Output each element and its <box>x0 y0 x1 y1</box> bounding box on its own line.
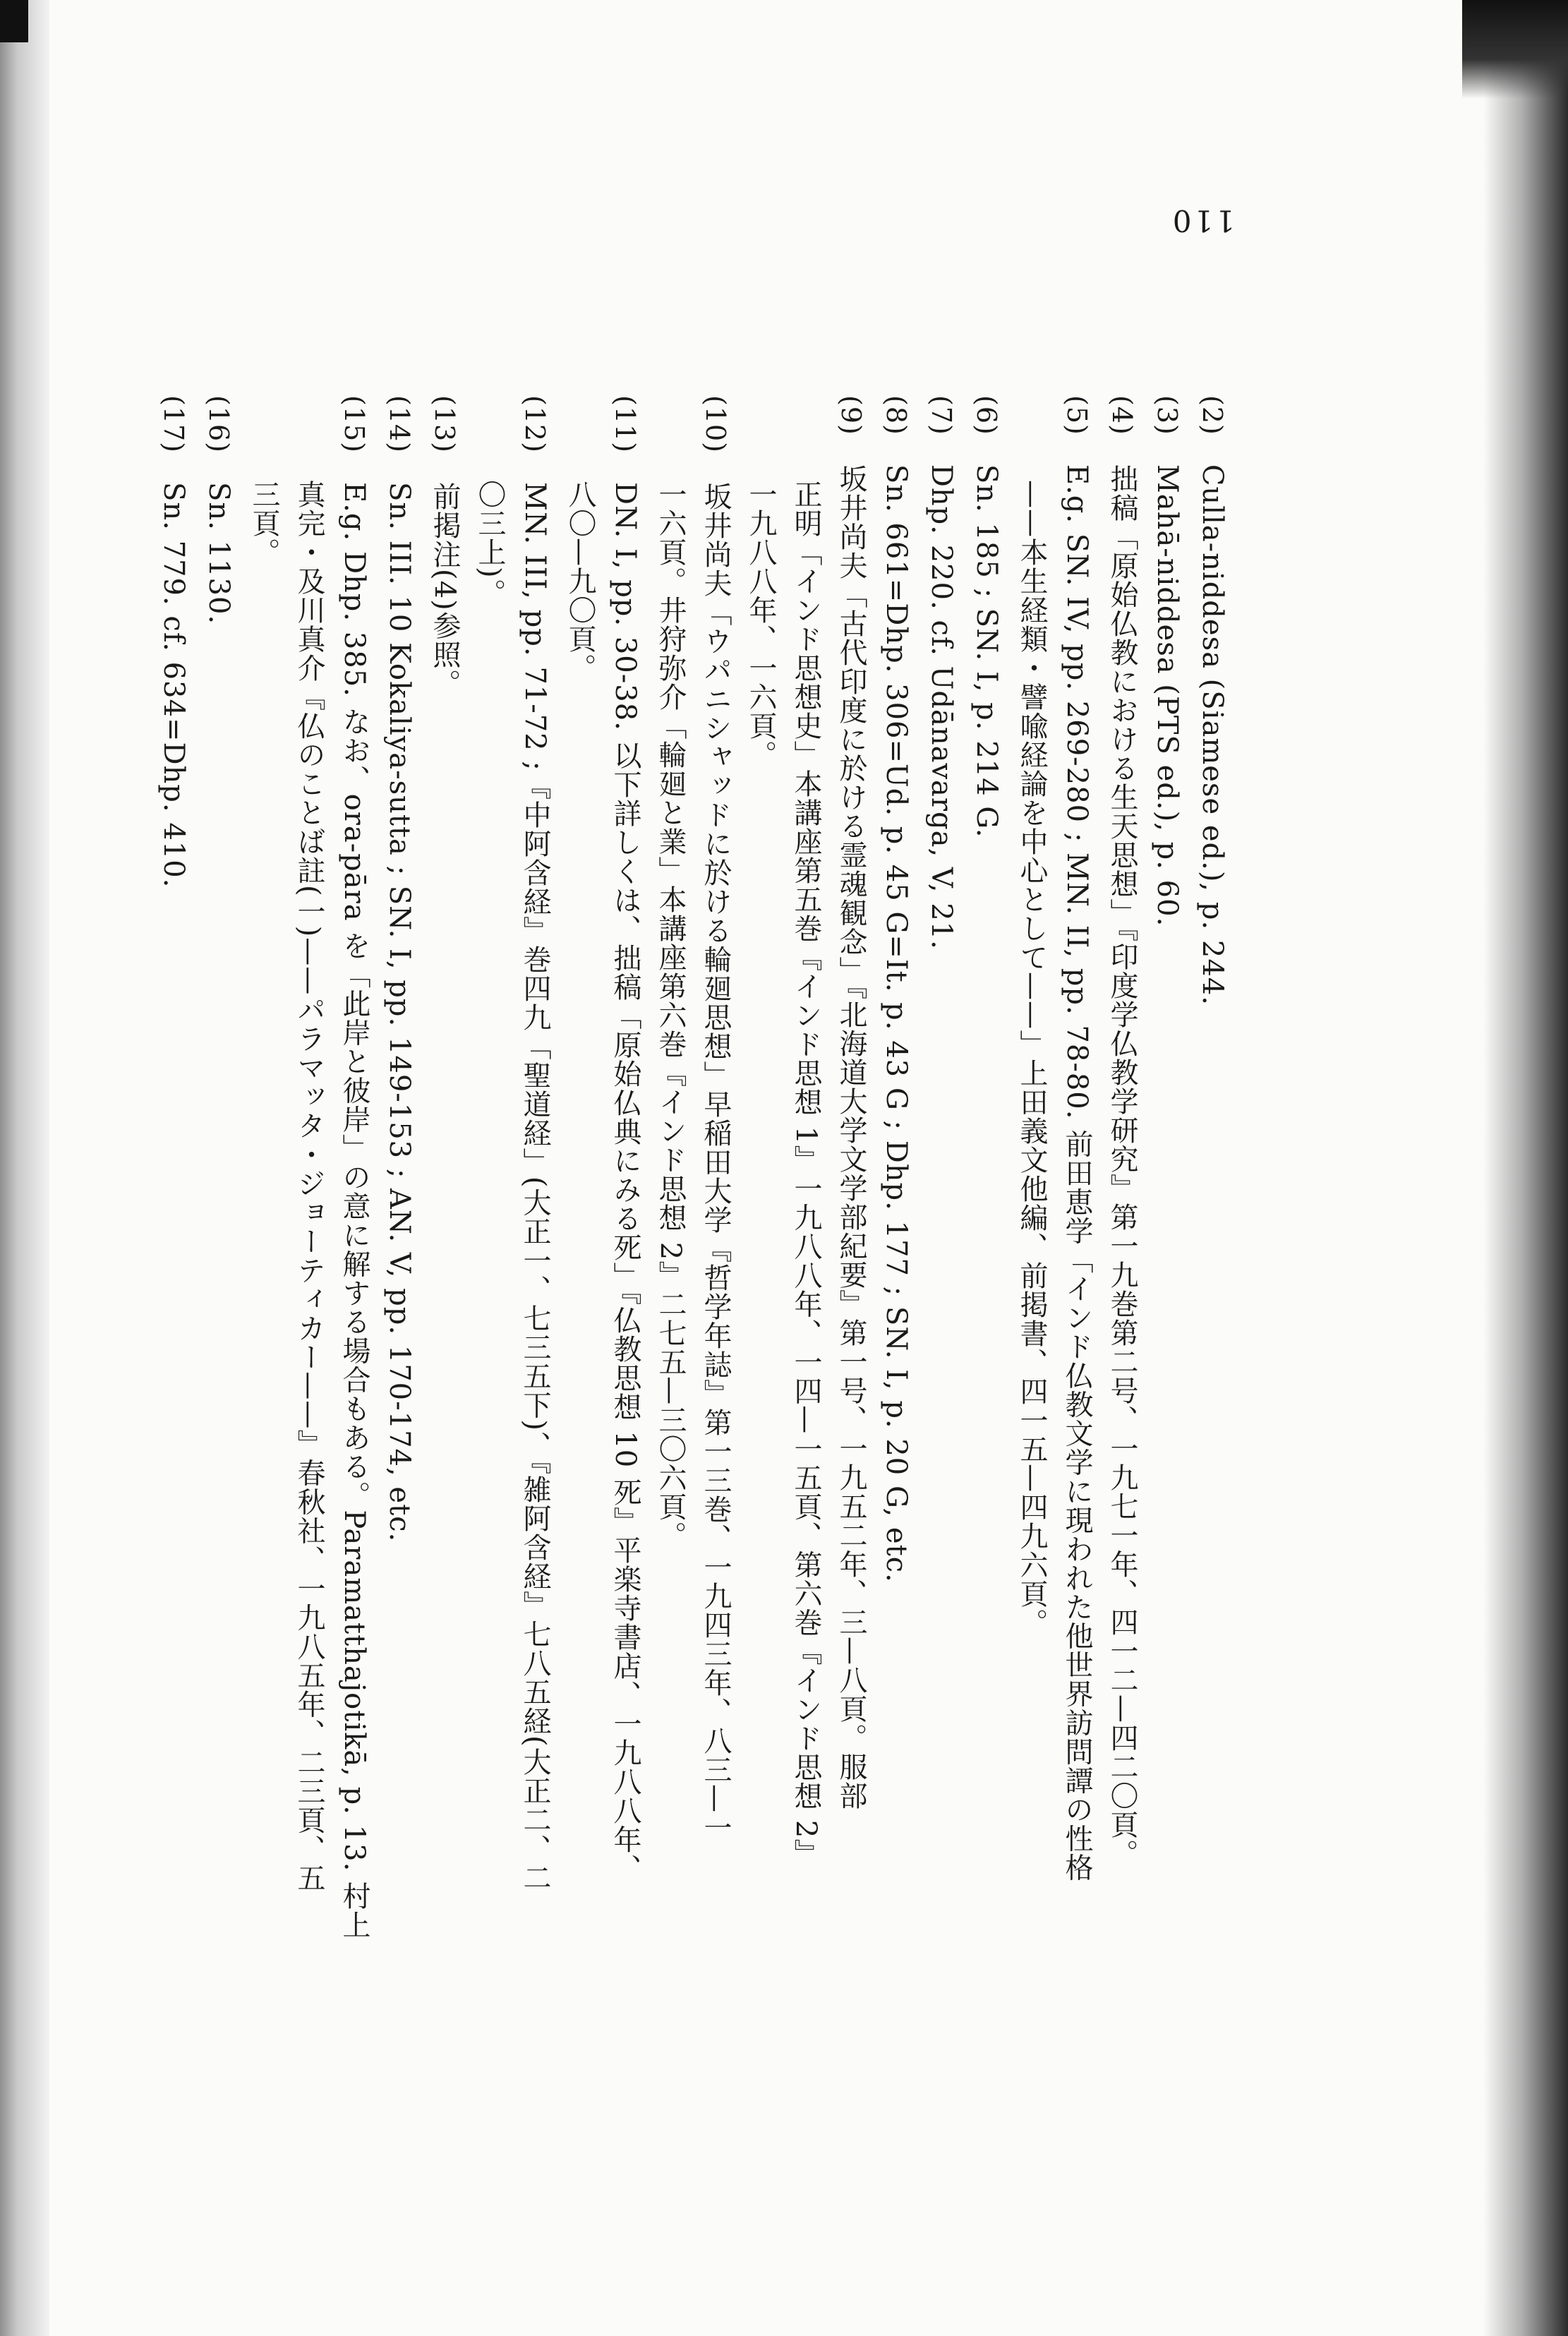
endnote-number: (5) <box>1061 395 1092 435</box>
endnote-text: 〇三上)。 <box>474 480 506 608</box>
endnote-number: (11) <box>610 395 641 454</box>
endnote <box>377 395 422 2089</box>
endnote <box>874 395 919 2089</box>
endnote-number: (16) <box>203 395 234 454</box>
endnote <box>828 395 874 2089</box>
endnote-number: (12) <box>519 395 550 454</box>
endnote-number: (3) <box>1152 395 1183 435</box>
endnote-number: (7) <box>926 395 957 435</box>
endnote-text: 正明「インド思想史」本講座第五巻『インド思想 1』一九八八年、一四—一五頁、第六巻『インド思想 2』 <box>790 480 822 1868</box>
endnote-number: (4) <box>1106 395 1138 435</box>
endnote-number: (17) <box>158 395 189 454</box>
endnote-number: (10) <box>700 395 731 454</box>
endnote-text: E.g. SN. IV, pp. 269-280 ; MN. II, pp. 78-80. 前田恵学「インド仏教文学に現われた他世界訪問譚の性格 <box>1061 464 1093 1882</box>
endnote <box>151 395 196 2089</box>
endnote <box>1054 395 1099 2089</box>
endnotes <box>134 395 1235 2089</box>
endnote-continuation <box>557 395 603 2174</box>
endnote-continuation <box>241 395 287 2174</box>
endnote <box>1145 395 1190 2089</box>
endnote-number: (15) <box>339 395 370 454</box>
endnote-continuation <box>738 395 783 2174</box>
scan-shadow-top-right <box>1462 0 1568 99</box>
endnote <box>919 395 964 2089</box>
endnote <box>603 395 648 2089</box>
endnote-text: Culla-niddesa (Siamese ed.), p. 244. <box>1196 464 1229 1006</box>
endnote-text: 真完・及川真介『仏のことば註(一)——パラマッタ・ジョーティカー——』春秋社、一九八五年、二三頁、五 <box>293 480 325 1893</box>
endnote-text: E.g. Dhp. 385. なお、ora-pāra を「此岸と彼岸」の意に解する場合もある。Paramatthajotikā, p. 13. 村上 <box>338 482 370 1940</box>
endnote <box>693 395 738 2089</box>
endnote-text: Sn. 779. cf. 634=Dhp. 410. <box>157 482 190 889</box>
endnote-text: Sn. 185 ; SN. I, p. 214 G. <box>970 464 1003 838</box>
endnote-number: (13) <box>429 395 460 454</box>
scan-shadow-right <box>1483 0 1568 2336</box>
endnote-number: (9) <box>836 395 867 435</box>
endnote-text: Dhp. 220. cf. Udānavarga, V, 21. <box>925 464 958 950</box>
endnote-text: Mahā-niddesa (PTS ed.), p. 60. <box>1151 464 1183 927</box>
endnote <box>1099 395 1145 2089</box>
endnote-text: ——本生経類・譬喩経論を中心として——」上田義文他編、前掲書、四一五—四九六頁。 <box>1015 480 1048 1637</box>
endnote-text: DN. I, pp. 30-38. 以下詳しくは、拙稿「原始仏典にみる死」『仏教思想 10 死』平楽寺書店、一九八八年、 <box>609 482 641 1883</box>
endnote-text: Sn. III. 10 Kokaliya-sutta ; SN. I, pp. 149-153 ; AN. V, pp. 170-174, etc. <box>383 482 416 1543</box>
endnote-number: (14) <box>384 395 415 454</box>
endnote-continuation <box>648 395 693 2174</box>
endnote-number: (8) <box>881 395 912 435</box>
endnote-continuation <box>467 395 512 2174</box>
page-number: 110 <box>1169 203 1235 238</box>
endnote-text: 一六頁。井狩弥介「輪廻と業」本講座第六巻『インド思想 2』二七五—三〇六頁。 <box>654 480 687 1551</box>
endnote <box>196 395 241 2089</box>
endnote-text: 拙稿「原始仏教における生天思想」『印度学仏教学研究』第一九巻第二号、一九七一年、四一二—四二〇頁。 <box>1106 464 1138 1868</box>
endnote <box>1190 395 1235 2089</box>
endnote <box>332 395 377 2089</box>
endnote-number: (6) <box>971 395 1002 435</box>
endnote-text: 坂井尚夫「古代印度に於ける霊魂観念」『北海道大学文学部紀要』第一号、一九五二年、三—八頁。服部 <box>835 464 867 1810</box>
endnote-text: 前掲注(4)参照。 <box>428 482 461 698</box>
endnote-continuation <box>287 395 332 2174</box>
endnote-continuation <box>1009 395 1054 2174</box>
endnote-text: 八〇—九〇頁。 <box>564 480 596 682</box>
scan-shadow-corner <box>0 0 28 42</box>
endnote <box>512 395 557 2089</box>
endnote-text: 坂井尚夫「ウパニシャッドに於ける輪廻思想」早稲田大学『哲学年誌』第一三巻、一九四三年、八三—一 <box>699 482 732 1843</box>
endnote-text: MN. III, pp. 71-72 ;『中阿含経』巻四九「聖道経」(大正一、七三五下)、『雑阿含経』七八五経(大正二、二 <box>519 482 551 1892</box>
endnote-text: Sn. 661=Dhp. 306=Ud. p. 45 G=It. p. 43 G ; Dhp. 177 ; SN. I, p. 20 G, etc. <box>880 464 912 1583</box>
endnote-text: 三頁。 <box>248 480 280 567</box>
scan-shadow-left <box>0 0 49 2336</box>
endnote-number: (2) <box>1197 395 1228 435</box>
endnote <box>422 395 467 2089</box>
endnote-continuation <box>783 395 828 2174</box>
endnote <box>964 395 1009 2089</box>
endnote-text: 一九八八年、一六頁。 <box>744 480 777 769</box>
endnote-text: Sn. 1130. <box>203 482 235 625</box>
